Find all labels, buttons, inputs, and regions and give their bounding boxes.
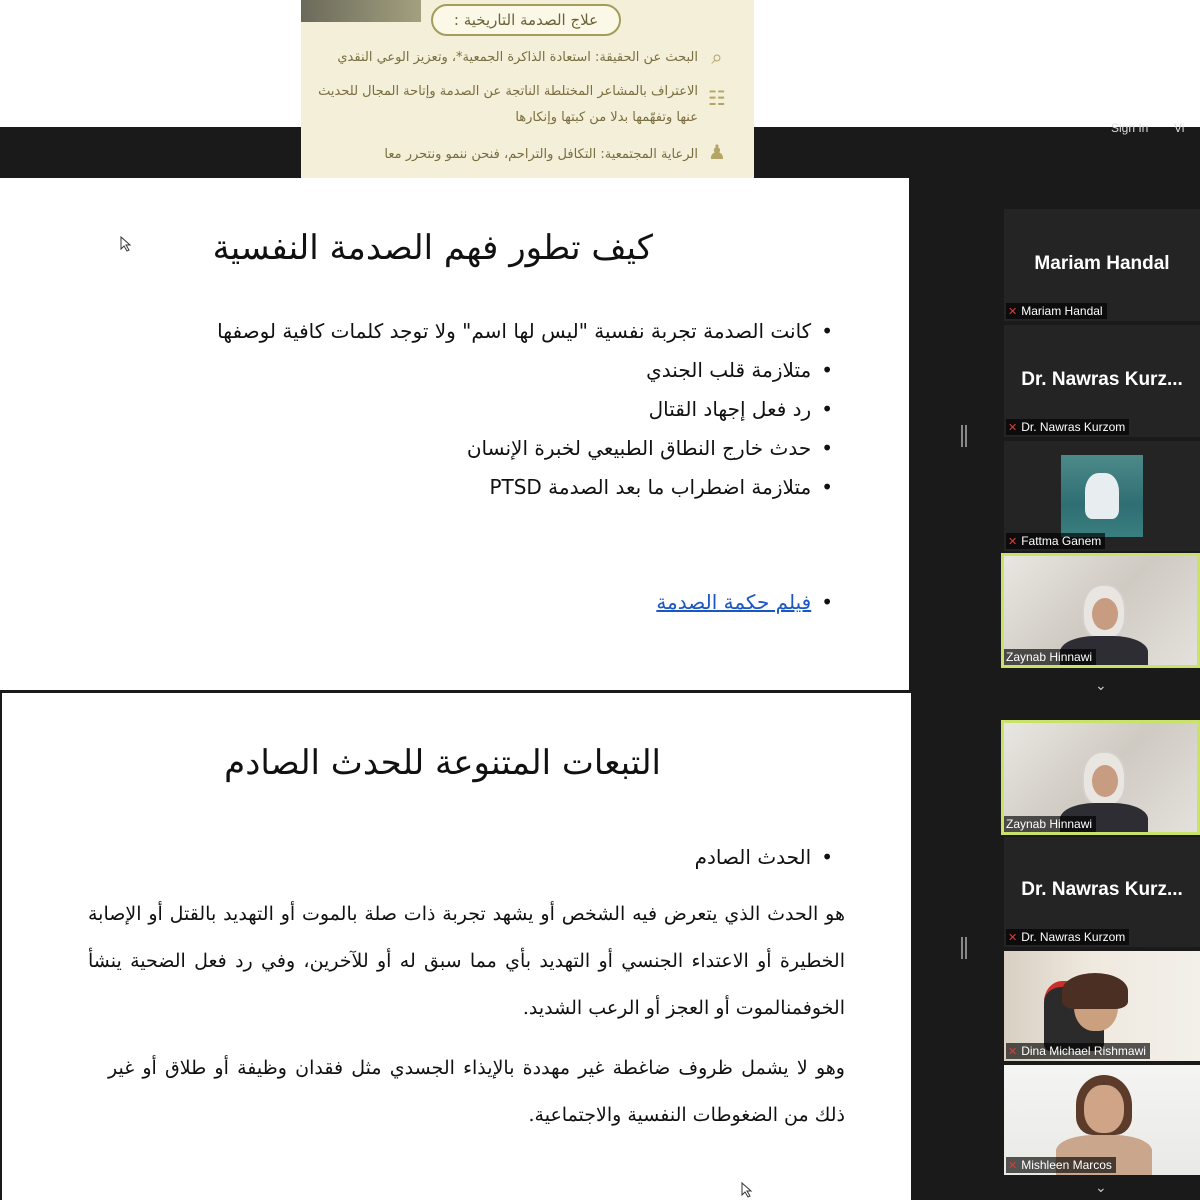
participant-name: Zaynab Hinnawi bbox=[1006, 817, 1093, 831]
participant-tile[interactable] bbox=[1004, 1065, 1200, 1175]
participant-display-name: Mariam Handal bbox=[1034, 253, 1170, 274]
slide1-bullet: • متلازمة قلب الجندي bbox=[217, 351, 833, 390]
slide2-bullet-list bbox=[695, 838, 833, 877]
infographic-title: علاج الصدمة التاريخية : bbox=[431, 4, 621, 36]
participant-name-label bbox=[1006, 929, 1129, 945]
participant-tile[interactable] bbox=[1004, 209, 1200, 321]
slide1-bullet: • كانت الصدمة تجربة نفسية "ليس لها اسم" ولا توجد كلمات كافية لوصفها bbox=[217, 312, 833, 351]
participant-name: Zaynab Hinnawi bbox=[1006, 650, 1093, 664]
participant-tile-active-speaker[interactable] bbox=[1001, 720, 1200, 835]
slide1-title: كيف تطور فهم الصدمة النفسية bbox=[212, 228, 653, 268]
participant-name-label bbox=[1004, 816, 1096, 832]
slide1-link-list bbox=[656, 583, 833, 622]
infographic-row-acknowledge-cont: عنها وتفهّمها بدلا من كبتها وإنكارها bbox=[515, 110, 698, 125]
panel-resize-handle[interactable] bbox=[961, 937, 967, 959]
participant-name-label bbox=[1006, 303, 1107, 319]
participant-tile-active-speaker[interactable] bbox=[1001, 553, 1200, 668]
trauma-film-link[interactable]: فيلم حكمة الصدمة bbox=[656, 590, 812, 614]
sign-in-button[interactable]: Sign In bbox=[1111, 121, 1149, 135]
mic-muted-icon: ✕ bbox=[1008, 536, 1018, 548]
participant-name-label bbox=[1004, 649, 1096, 665]
participant-tile[interactable] bbox=[1004, 325, 1200, 437]
participant-display-name: Dr. Nawras Kurz... bbox=[1021, 879, 1183, 900]
shared-slide-2 bbox=[2, 693, 911, 1200]
panel-resize-handle[interactable] bbox=[961, 425, 967, 447]
participant-name: Dr. Nawras Kurzom bbox=[1021, 420, 1126, 434]
participant-name-label bbox=[1006, 419, 1129, 435]
slide1-bullet: • رد فعل إجهاد القتال bbox=[217, 390, 833, 429]
slide2-paragraph-definition: هو الحدث الذي يتعرض فيه الشخص أو يشهد تجربة ذات صلة بالموت أو التهديد بالقتل أو الإصابة الخطيرة أو الاعتداء الجنسي أو التهديد بأي مما سبق له أو للآخرين، وفي رد فعل الضحية ينشأ الخوفمنالموت أو العجز أو الرعب الشديد. bbox=[88, 903, 845, 1019]
people-talk-icon: ☷ bbox=[708, 86, 726, 110]
shared-infographic bbox=[301, 0, 754, 207]
infographic-row-community: الرعاية المجتمعية: التكافل والتراحم، فنحن ننمو ونتحرر معا bbox=[384, 147, 698, 162]
participant-name-label bbox=[1006, 533, 1105, 549]
slide1-link-item bbox=[656, 583, 833, 622]
participant-name: Mariam Handal bbox=[1021, 304, 1103, 318]
participant-avatar bbox=[1061, 455, 1143, 537]
participant-name-label bbox=[1006, 1043, 1150, 1059]
mic-muted-icon: ✕ bbox=[1008, 306, 1018, 318]
slide1-bullet-list bbox=[217, 312, 833, 507]
slide2-bullet: • الحدث الصادم bbox=[695, 838, 833, 877]
participant-tile[interactable] bbox=[1004, 951, 1200, 1061]
infographic-decoration bbox=[301, 0, 421, 22]
mic-muted-icon: ✕ bbox=[1008, 1046, 1018, 1058]
community-icon: ♟ bbox=[708, 140, 726, 164]
mouse-cursor-icon bbox=[741, 1182, 753, 1198]
participant-display-name: Dr. Nawras Kurz... bbox=[1021, 369, 1183, 390]
slide1-bullet: • متلازمة اضطراب ما بعد الصدمة PTSD bbox=[217, 468, 833, 507]
chevron-down-icon[interactable]: ⌄ bbox=[1095, 678, 1107, 694]
shared-slide-1 bbox=[0, 178, 909, 690]
mic-muted-icon: ✕ bbox=[1008, 932, 1018, 944]
participant-name: Mishleen Marcos bbox=[1021, 1158, 1112, 1172]
participant-name: Dr. Nawras Kurzom bbox=[1021, 930, 1126, 944]
participant-tile[interactable] bbox=[1004, 837, 1200, 947]
slide2-title: التبعات المتنوعة للحدث الصادم bbox=[224, 743, 661, 783]
participant-name-label bbox=[1006, 1157, 1116, 1173]
participant-name: Fattma Ganem bbox=[1021, 534, 1102, 548]
mouse-cursor-icon bbox=[120, 236, 132, 252]
participant-name: Dina Michael Rishmawi bbox=[1021, 1044, 1146, 1058]
view-button[interactable]: Vi bbox=[1174, 121, 1185, 135]
mic-muted-icon: ✕ bbox=[1008, 422, 1018, 434]
slide2-paragraph-exclusion: وهو لا يشمل ظروف ضاغطة غير مهددة بالإيذاء الجسدي مثل فقدان وظيفة أو طلاق أو غير ذلك من الضغوطات النفسية والاجتماعية. bbox=[108, 1057, 845, 1126]
infographic-row-acknowledge: الاعتراف بالمشاعر المختلطة الناتجة عن الصدمة وإتاحة المجال للحديث bbox=[318, 84, 698, 99]
infographic-row-truth: البحث عن الحقيقة: استعادة الذاكرة الجمعية*، وتعزيز الوعي النقدي bbox=[337, 50, 698, 65]
participant-tile[interactable] bbox=[1004, 441, 1200, 551]
mic-muted-icon: ✕ bbox=[1008, 1160, 1018, 1172]
search-icon: ⌕ bbox=[711, 45, 723, 69]
slide1-bullet: • حدث خارج النطاق الطبيعي لخبرة الإنسان bbox=[217, 429, 833, 468]
chevron-down-icon[interactable]: ⌄ bbox=[1095, 1180, 1107, 1196]
